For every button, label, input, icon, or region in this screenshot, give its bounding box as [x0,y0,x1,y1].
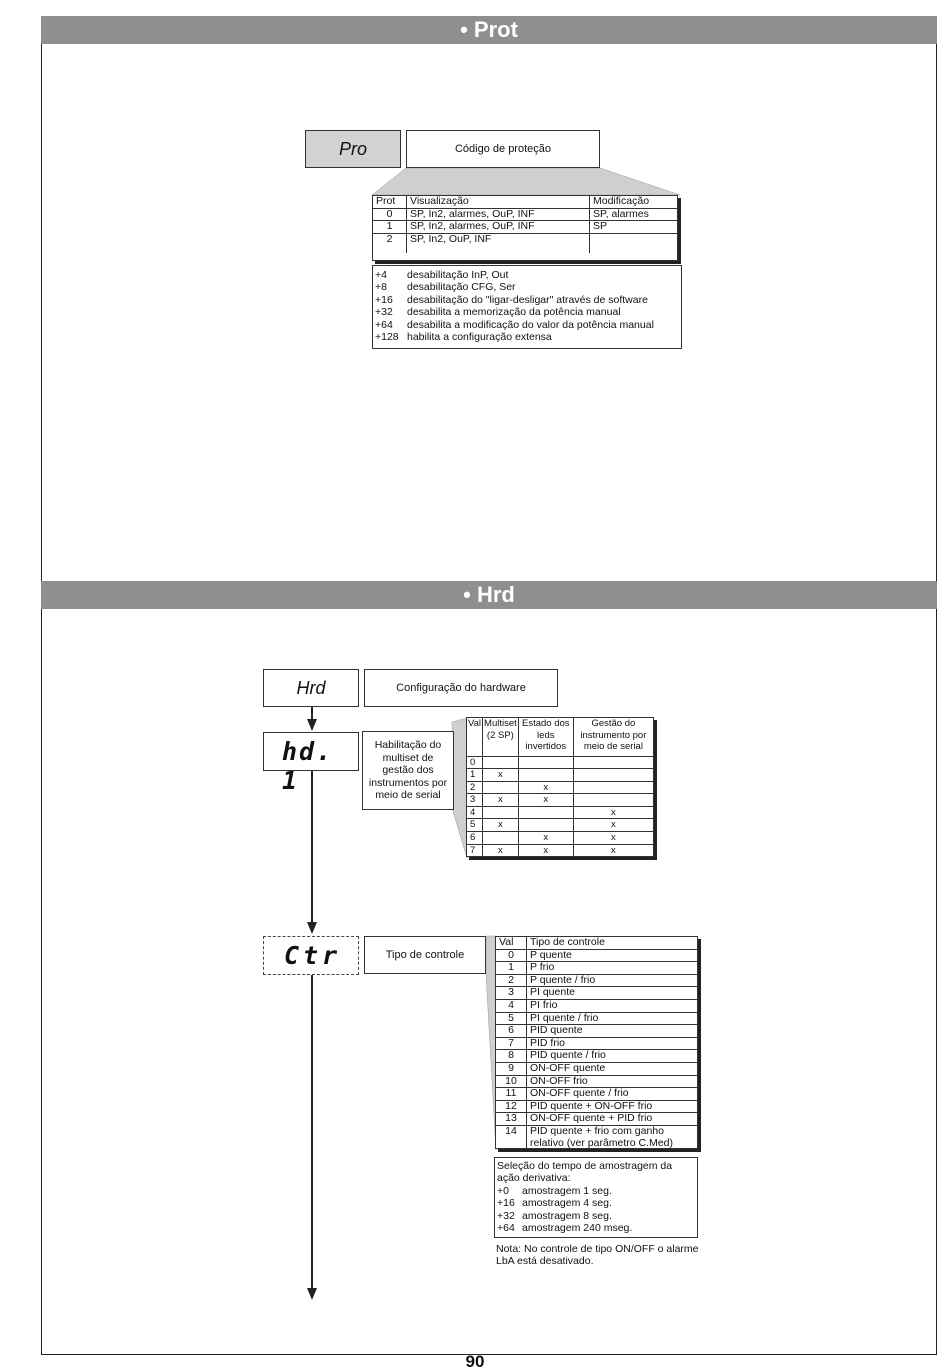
hd1-cell: 3 [467,794,483,807]
page-number: 90 [465,1352,485,1371]
prot-table [372,195,678,261]
list-item: +32 desabilita a memorização da potência manual [375,306,621,319]
ctr-display-text: Ctr [284,941,342,970]
param-hrd-desc: Configuração do hardware [364,669,558,707]
ctr-cell: 3 [496,987,527,1000]
ctr-cell: 12 [496,1100,527,1113]
ctr-cell: 7 [496,1037,527,1050]
hd1-cell [573,781,653,794]
ctr-cell: 2 [496,974,527,987]
prot-cell: SP, In2, OuP, INF [407,233,590,253]
hd1-cell: x [483,794,519,807]
prot-cell: 0 [373,208,407,221]
list-item: +64 desabilita a modificação do valor da potência manual [375,318,654,331]
ctr-cell: 6 [496,1025,527,1038]
ctr-cell: ON-OFF quente + PID frio [530,1112,653,1125]
hd1-table-grid [467,718,653,856]
ctr-cell: 11 [496,1088,527,1101]
hd1-cell: x [611,806,616,818]
flow-line [311,975,313,1289]
ctr-cell: P frio [530,961,555,974]
hd1-header: Estado dos leds invertidos [518,718,573,756]
arrow-down-icon [307,922,317,934]
list-item: +128 habilita a configuração extensa [375,331,552,344]
ctr-cell: 13 [496,1113,527,1126]
hd1-cell: 1 [467,769,483,782]
prot-cell: SP, In2, alarmes, OuP, INF [407,208,590,221]
param-pro-label: Pro [305,130,401,168]
hd1-cell [483,756,519,769]
ctr-header: Tipo de controle [530,936,605,948]
ctr-cell: ON-OFF frio [530,1074,588,1087]
prot-cell: SP, alarmes [593,207,649,220]
hd1-cell: x [611,819,616,831]
ctr-cell: PID frio [530,1036,566,1049]
hd1-table [466,717,654,857]
hd1-cell: 5 [467,819,483,832]
prot-header-prot: Prot [373,196,407,208]
ctr-cell: PI frio [530,998,558,1011]
ctr-cell: PI quente / frio [530,1011,599,1024]
hd1-cell: x [611,832,616,844]
hd1-cell [518,819,573,832]
prot-options-box [372,265,682,349]
ctr-cell: 10 [496,1075,527,1088]
hd1-cell [483,806,519,819]
sample-title: Seleção do tempo de amostragem da ação derivativa: [497,1160,673,1185]
hd1-cell: 2 [467,781,483,794]
prot-cell [590,233,678,253]
hd1-cell: x [518,844,573,856]
ctr-cell: PI quente [530,986,575,999]
prot-options-list [375,269,654,343]
hd1-cell: 6 [467,832,483,845]
arrow-down-icon [307,719,317,731]
ctr-cell: 1 [496,962,527,975]
note-text: Nota: No controle de tipo ON/OFF o alarme LbA está desativado. [496,1243,699,1268]
ctr-cell: PID quente + frio com ganho relativo (ver parâmetro C.Med) [530,1124,673,1149]
param-hrd-label: Hrd [263,669,359,707]
ctr-cell: 0 [496,949,527,962]
prot-cell: 2 [373,233,407,253]
hd1-cell: x [611,844,616,856]
hd1-header: Multiset (2 SP) [483,718,519,756]
hd1-cell: x [483,819,519,832]
hd1-cell: x [518,832,573,845]
ctr-cell: P quente / frio [530,973,596,986]
prot-cell: SP, In2, alarmes, OuP, INF [407,221,590,234]
ctr-header: Val [496,937,527,949]
hd1-cell [573,769,653,782]
ctr-desc: Tipo de controle [364,936,486,974]
list-item: +0 amostragem 1 seg. [497,1184,612,1197]
prot-header-mod: Modificação [593,195,650,207]
hd1-cell: x [483,769,519,782]
hd1-cell [483,781,519,794]
ctr-cell: PID quente + ON-OFF frio [530,1099,653,1112]
prot-cell: SP [593,220,608,233]
section-header-prot: • Prot [41,16,937,44]
hd1-cell [518,756,573,769]
ctr-cell: 9 [496,1062,527,1075]
ctr-table-grid [496,937,697,1149]
hd1-cell: 7 [467,844,483,856]
hd1-cell [518,806,573,819]
hd1-desc: Habilitação do multiset de gestão dos instrumentos por meio de serial [362,731,454,810]
hd1-cell [573,756,653,769]
list-item: +64 amostragem 240 mseg. [497,1222,633,1235]
list-item: +8 desabilitação CFG, Ser [375,281,516,294]
hd1-cell: x [483,844,519,856]
list-item: +32 amostragem 8 seg. [497,1209,612,1222]
hd1-cell: 0 [467,756,483,769]
ctr-cell: 4 [496,999,527,1012]
ctr-cell: 14 [496,1125,527,1149]
hd1-display [263,732,359,795]
hd1-header: Val [467,718,483,756]
ctr-cell: 5 [496,1012,527,1025]
hd1-cell: x [518,794,573,807]
hd1-cell [518,769,573,782]
hd1-cell: x [518,781,573,794]
prot-cell: 1 [373,221,407,234]
prot-header-vis: Visualização [407,196,590,208]
prot-table-grid [373,196,677,253]
hd1-header: Gestão do instrumento por meio de serial [580,718,647,753]
arrow-down-icon [307,1288,317,1300]
hd1-display-text: hd. 1 [282,737,334,795]
list-item: +16 desabilitação do "ligar-desligar" através de software [375,293,648,306]
ctr-cell: PID quente [530,1024,583,1037]
ctr-display [263,936,359,975]
ctr-cell: ON-OFF quente / frio [530,1087,629,1100]
ctr-cell: PID quente / frio [530,1049,606,1062]
sample-options-box [494,1157,698,1238]
section-header-hrd: • Hrd [41,581,937,609]
list-item: +16 amostragem 4 seg. [497,1197,612,1210]
hd1-cell [483,832,519,845]
param-pro-desc: Código de proteção [406,130,600,168]
hd1-cell [573,794,653,807]
hd1-cell: 4 [467,806,483,819]
ctr-table [495,936,698,1149]
ctr-cell: ON-OFF quente [530,1061,606,1074]
ctr-cell: P quente [530,948,572,961]
ctr-cell: 8 [496,1050,527,1063]
list-item: +4 desabilitação InP, Out [375,269,509,281]
